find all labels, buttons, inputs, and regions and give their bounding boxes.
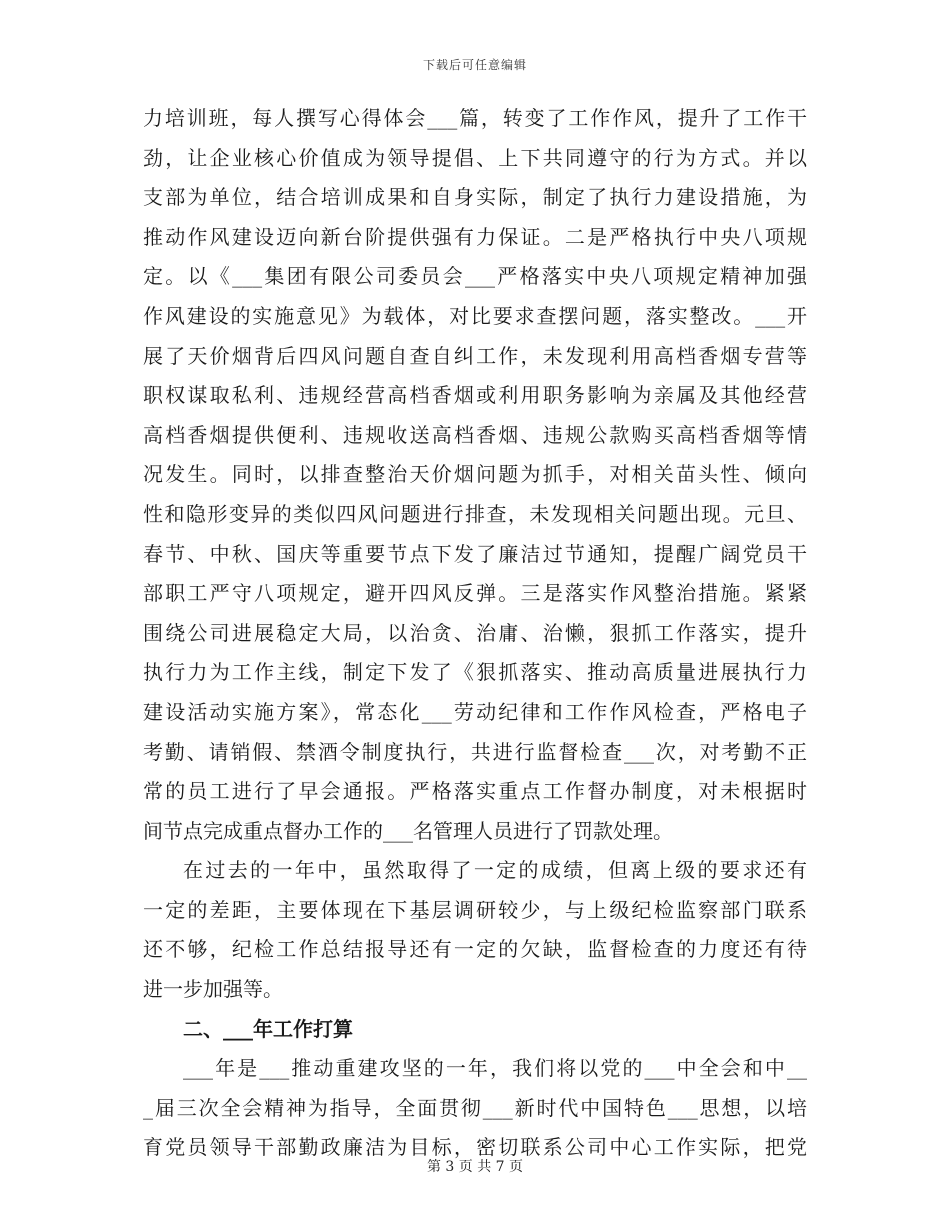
text-line: ___年是___推动重建攻坚的一年，我们将以党的___中全会和中__ [183, 1056, 807, 1081]
text-line: 支部为单位，结合培训成果和自身实际，制定了执行力建设措施，为 [143, 185, 807, 210]
text-line: 还不够，纪检工作总结报导还有一定的欠缺，监督检查的力度还有待 [143, 937, 807, 962]
text-line: 一定的差距，主要体现在下基层调研较少，与上级纪检监察部门联系 [143, 897, 807, 922]
text-line: 育党员领导干部勤政廉洁为目标，密切联系公司中心工作实际，把党 [143, 1135, 807, 1160]
text-line: 建设活动实施方案》，常态化___劳动纪律和工作作风检查，严格电子 [143, 699, 807, 724]
text-line: 春节、中秋、国庆等重要节点下发了廉洁过节通知，提醒广阔党员干 [143, 541, 807, 566]
text-line: 部职工严守八项规定，避开四风反弹。三是落实作风整治措施。紧紧 [143, 581, 807, 606]
text-line: 定。以《___集团有限公司委员会___严格落实中央八项规定精神加强 [143, 264, 807, 289]
text-line: 作风建设的实施意见》为载体，对比要求查摆问题，落实整改。___开 [143, 303, 807, 328]
header-note: 下载后可任意编辑 [422, 58, 527, 72]
text-line: 围绕公司进展稳定大局，以治贪、治庸、治懒，狠抓工作落实，提升 [143, 620, 807, 645]
text-line: 展了天价烟背后四风问题自查自纠工作，未发现利用高档香烟专营等 [143, 343, 807, 368]
document-body [143, 99, 807, 1168]
text-line: _届三次全会精神为指导，全面贯彻___新时代中国特色___思想，以培 [143, 1095, 807, 1120]
text-line: 劲，让企业核心价值成为领导提倡、上下共同遵守的行为方式。并以 [143, 145, 807, 170]
text-line: 常的员工进行了早会通报。严格落实重点工作督办制度，对未根据时 [143, 779, 807, 804]
text-line: 职权谋取私利、违规经营高档香烟或利用职务影响为亲属及其他经营 [143, 383, 807, 408]
text-line: 况发生。同时，以排查整治天价烟问题为抓手，对相关苗头性、倾向 [143, 462, 807, 487]
text-line: 推动作风建设迈向新台阶提供强有力保证。二是严格执行中央八项规 [143, 224, 807, 249]
text-line: 执行力为工作主线，制定下发了《狠抓落实、推动高质量进展执行力 [143, 660, 807, 685]
section-heading: 二、___年工作打算 [183, 1016, 353, 1041]
text-line: 间节点完成重点督办工作的___名管理人员进行了罚款处理。 [143, 818, 673, 843]
text-line: 性和隐形变异的类似四风问题进行排查，未发现相关问题出现。元旦、 [143, 501, 807, 526]
text-line: 在过去的一年中，虽然取得了一定的成绩，但离上级的要求还有 [183, 858, 807, 883]
text-line: 高档香烟提供便利、违规收送高档香烟、违规公款购买高档香烟等情 [143, 422, 807, 447]
text-line: 力培训班，每人撰写心得体会___篇，转变了工作作风，提升了工作干 [143, 106, 807, 130]
text-line: 考勤、请销假、禁酒令制度执行，共进行监督检查___次，对考勤不正 [143, 739, 807, 764]
page-number: 第 3 页 共 7 页 [426, 1159, 524, 1175]
text-line: 进一步加强等。 [143, 977, 283, 1002]
